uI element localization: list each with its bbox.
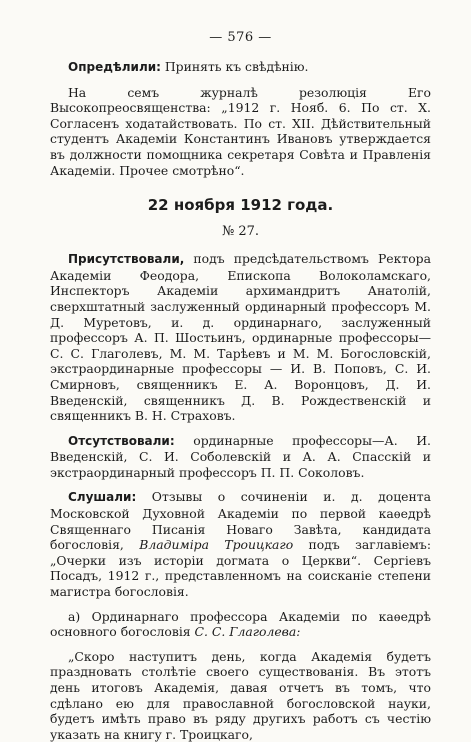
heard-author-name: Владиміра Троицкаго <box>139 537 294 553</box>
present-text: подъ предсѣдательствомъ Ректора Академіи Феодора, Епископа Волоколамскаго, Инспекторъ Академіи архимандритъ Анатолій, сверхштатный заслуженный ординарный профессоръ М. Д. Муретовъ, и. д. ординарнаго, заслуженный профессоръ А. П. Шостьинъ, ординарные профессоры—С. С. Глаголевъ, М. М. Тарѣевъ и М. М. Богословскій, экстраординарные профессоры — И. В. Поповъ, С. И. Смирновъ, священникъ Е. А. Воронцовъ, Д. И. Введенскій, священникъ Д. В. Рождественскій и священникъ В. Н. Страховъ. <box>50 251 431 424</box>
heard-label: Слушали: <box>68 490 137 505</box>
review-quote-paragraph: „Скоро наступитъ день, когда Академія будетъ праздновать столѣтіе своего существованія. Въ этотъ день итоговъ Академія, давая отчетъ въ томъ, что сдѣлано ею для православной богословской науки, будетъ имѣть право въ ряду другихъ работъ съ честію указать на книгу г. Троицкаго, <box>50 648 431 742</box>
review-intro-paragraph <box>50 609 431 640</box>
heard-paragraph <box>50 489 431 599</box>
review-intro-text: а) Ординарнаго профессора Академіи по каѳедрѣ основного богословія <box>50 608 431 640</box>
present-paragraph <box>50 251 431 424</box>
resolution-label: Опредѣлили: <box>68 60 161 74</box>
date-heading: 22 ноября 1912 года. <box>147 196 334 215</box>
resolution-paragraph <box>50 59 431 76</box>
present-label: Присутствовали, <box>68 252 185 267</box>
heard-text-after: подъ заглавіемъ: „Очерки изъ исторіи догмата о Церкви“. Сергіевъ Посадъ, 1912 г., представленномъ на соисканіе степени магистра богословія. <box>50 537 431 600</box>
absent-paragraph <box>50 433 431 481</box>
absent-text: ординарные профессоры—А. И. Введенскій, С. И. Соболевскій и А. А. Спасскій и экстраординарный профессоръ П. П. Соколовъ. <box>50 432 431 480</box>
absent-label: Отсутствовали: <box>68 433 175 448</box>
page-number: — 576 — <box>209 30 272 45</box>
reviewer-name: С. С. Глаголева: <box>194 624 301 640</box>
resolution-text: Принять къ свѣдѣнію. <box>160 59 309 74</box>
journal-note-paragraph: На семъ журналѣ резолюція Его Высокопреосвященства: „1912 г. Нояб. 6. По ст. X. Согласенъ ходатайствовать. По ст. XII. Дѣйствительный студентъ Академіи Константинъ Ивановъ утверждается въ должности помощника секретаря Совѣта и Правленія Академіи. Прочее смотрѣно“. <box>50 84 431 178</box>
protocol-number: № 27. <box>221 224 260 240</box>
heard-text-before: Отзывы о сочиненіи и. д. доцента Московской Духовной Академіи по первой каѳедрѣ Священнаго Писанія Новаго Завѣта, кандидата богословія, <box>50 489 431 553</box>
